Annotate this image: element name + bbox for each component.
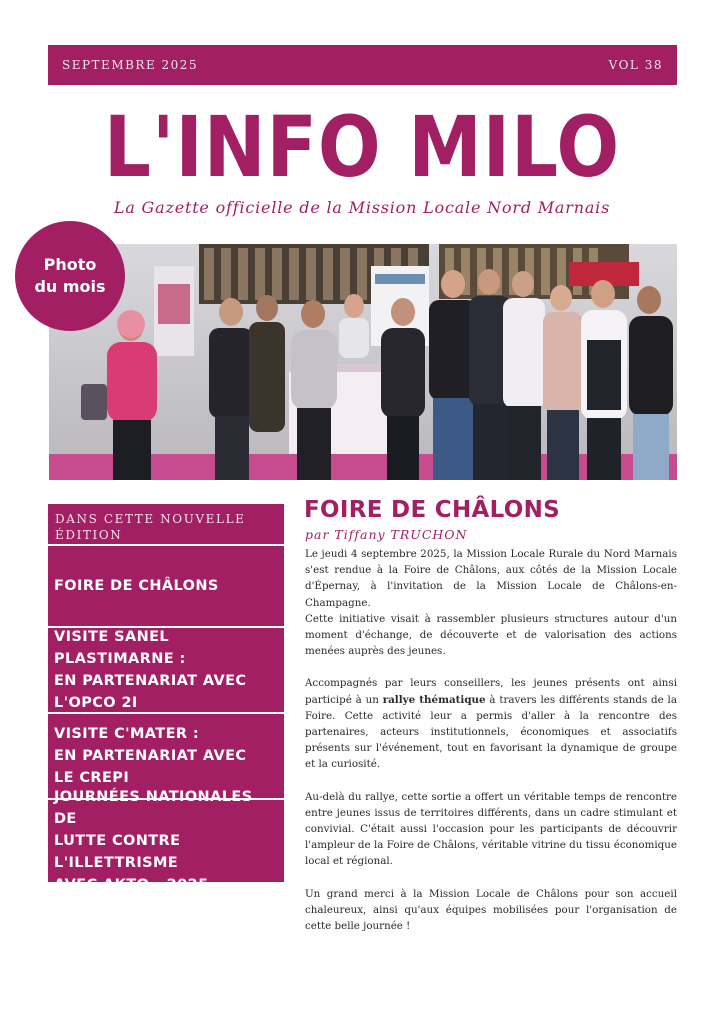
article-byline: par Tiffany TRUCHON <box>305 527 468 542</box>
group-photo <box>49 244 677 480</box>
issue-date: SEPTEMBRE 2025 <box>62 58 199 72</box>
toc-item-label: JOURNÉES NATIONALES DE LUTTE CONTRE L'ILLETTRISME AVEC AKTO - 2025 <box>54 789 253 893</box>
toc-item-foire[interactable] <box>48 544 284 626</box>
paragraph: Le jeudi 4 septembre 2025, la Mission Locale Rurale du Nord Marnais s'est rendue à la Foire de Châlons, aux côtés de la Mission Locale d'Épernay, à l'invitation de la Mission Locale de Châlons-en-Champagne. <box>305 548 677 609</box>
toc-item-label: FOIRE DE CHÂLONS <box>54 578 219 594</box>
toc-item-label: VISITE C'MATER : EN PARTENARIAT AVEC LE CREPI <box>54 726 247 786</box>
issue-volume: VOL 38 <box>608 58 663 72</box>
paragraph: Un grand merci à la Mission Locale de Châlons pour son accueil chaleureux, ainsi qu'aux équipes mobilisées pour l'organisation de cette belle journée ! <box>305 887 677 933</box>
paragraph: Cette initiative visait à rassembler plusieurs structures autour d'un moment d'échange, de découverte et de valorisation des actions menées auprès des jeunes. <box>305 612 677 658</box>
group-photo-illustration <box>49 244 677 480</box>
newsletter-subtitle: La Gazette officielle de la Mission Locale Nord Marnais <box>113 198 611 217</box>
highlight-text: rallye thématique <box>382 693 486 706</box>
header-bar <box>48 45 677 85</box>
paragraph <box>305 675 677 772</box>
article-title: FOIRE DE CHÂLONS <box>304 497 560 523</box>
toc-item-label: VISITE SANEL PLASTIMARNE : EN PARTENARIAT AVEC L'OPCO 2I <box>54 629 247 711</box>
paragraph-text: Accompagnés par leurs conseillers, les jeunes présents ont ainsi participé à un <box>305 677 677 706</box>
article-body <box>305 546 677 950</box>
toc-heading: DANS CETTE NOUVELLE ÉDITION <box>55 512 246 542</box>
paragraph-text: à travers les différents stands de la Foire. Cette activité leur a permis d'aller à la rencontre des partenaires, acteurs institutionnels, économiques et associatifs présents sur l'événement, tout en favorisant la dynamique de groupe et la curiosité. <box>305 693 677 771</box>
toc-item-illettrisme[interactable] <box>48 789 284 893</box>
paragraph: Au-delà du rallye, cette sortie a offert un véritable temps de rencontre entre jeunes issus de territoires différents, dans un cadre stimulant et convivial. C'était aussi l'occasion pour les participants de découvrir l'ampleur de la Foire de Châlons, véritable vitrine du tissu économique local et régional. <box>305 790 677 868</box>
toc-item-sanel[interactable] <box>48 626 284 712</box>
table-of-contents <box>48 504 284 893</box>
photo-of-month-badge <box>15 221 125 331</box>
badge-label: Photo du mois <box>34 255 106 296</box>
newsletter-title: L'INFO MILO <box>103 98 621 196</box>
